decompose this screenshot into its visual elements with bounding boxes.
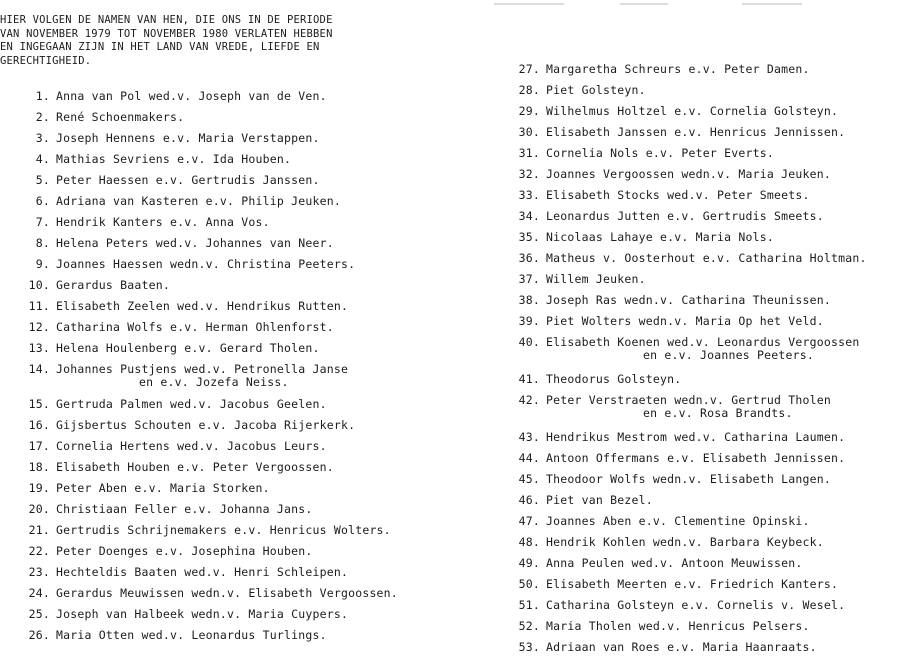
- entry-continuation: en e.v. Jozefa Neiss.: [139, 375, 289, 389]
- entry-name: Gerardus Baaten.: [56, 278, 170, 292]
- scan-mark: [620, 3, 668, 5]
- entry-name: Hendrik Kanters e.v. Anna Vos.: [56, 215, 270, 229]
- entry-name: Matheus v. Oosterhout e.v. Catharina Holtman.: [546, 251, 867, 265]
- entry-name: Peter Haessen e.v. Gertrudis Janssen.: [56, 173, 320, 187]
- list-item: [0, 279, 170, 292]
- list-item: [0, 258, 355, 271]
- entry-name: Elisabeth Koenen wed.v. Leonardus Vergoossen: [546, 335, 860, 349]
- entry-name: Gijsbertus Schouten e.v. Jacoba Rijerkerk.: [56, 418, 356, 432]
- entry-name: Elisabeth Zeelen wed.v. Hendrikus Rutten.: [56, 299, 349, 313]
- list-item: [492, 336, 859, 362]
- list-item: [0, 237, 334, 250]
- entry-name: Peter Doenges e.v. Josephina Houben.: [56, 544, 313, 558]
- entry-name: Antoon Offermans e.v. Elisabeth Jennissen.: [546, 451, 846, 465]
- entry-number: 8.: [35, 236, 50, 250]
- list-item: [492, 126, 845, 139]
- entry-number: 1.: [35, 89, 50, 103]
- entry-number: 50.: [518, 577, 540, 591]
- entry-name: Elisabeth Janssen e.v. Henricus Jennissen.: [546, 125, 846, 139]
- list-item: [492, 431, 845, 444]
- entry-number: 24.: [28, 586, 50, 600]
- entry-number: 17.: [28, 439, 50, 453]
- entry-name: Maria Otten wed.v. Leonardus Turlings.: [56, 628, 327, 642]
- entry-name: Gerardus Meuwissen wedn.v. Elisabeth Vergoossen.: [56, 586, 398, 600]
- list-item: [0, 174, 320, 187]
- list-item: [492, 620, 810, 633]
- entry-name: Gertruda Palmen wed.v. Jacobus Geelen.: [56, 397, 327, 411]
- entry-number: 34.: [518, 209, 540, 223]
- entry-number: 30.: [518, 125, 540, 139]
- scan-mark: [742, 3, 802, 5]
- entry-name: Elisabeth Houben e.v. Peter Vergoossen.: [56, 460, 334, 474]
- list-item: [0, 629, 327, 642]
- entry-number: 25.: [28, 607, 50, 621]
- entry-name: Catharina Golsteyn e.v. Cornelis v. Wesel.: [546, 598, 846, 612]
- entry-name: Joseph Ras wedn.v. Catharina Theunissen.: [546, 293, 831, 307]
- entry-name: Johannes Pustjens wed.v. Petronella Janse: [56, 362, 349, 376]
- list-item: [492, 515, 810, 528]
- entry-number: 15.: [28, 397, 50, 411]
- entry-name: René Schoenmakers.: [56, 110, 185, 124]
- list-item: [0, 566, 348, 579]
- list-item: [492, 189, 810, 202]
- list-item: [492, 599, 845, 612]
- list-item: [0, 503, 312, 516]
- list-item: [0, 545, 312, 558]
- entry-name: Piet Wolters wedn.v. Maria Op het Veld.: [546, 314, 824, 328]
- entry-number: 16.: [28, 418, 50, 432]
- list-item: [0, 608, 348, 621]
- entry-name: Adriana van Kasteren e.v. Philip Jeuken.: [56, 194, 341, 208]
- entry-number: 35.: [518, 230, 540, 244]
- list-item: [0, 524, 391, 537]
- entry-number: 14.: [28, 362, 50, 376]
- list-item: [492, 557, 802, 570]
- entry-continuation: en e.v. Rosa Brandts.: [643, 406, 793, 420]
- list-item: [492, 294, 831, 307]
- entry-name: Mathias Sevriens e.v. Ida Houben.: [56, 152, 292, 166]
- list-item: [492, 84, 646, 97]
- list-item: [0, 363, 348, 389]
- list-item: [492, 231, 774, 244]
- entry-number: 13.: [28, 341, 50, 355]
- entry-name: Hechteldis Baaten wed.v. Henri Schleipen.: [56, 565, 349, 579]
- list-item: [492, 147, 774, 160]
- entry-number: 43.: [518, 430, 540, 444]
- header-line: VAN NOVEMBER 1979 TOT NOVEMBER 1980 VERLATEN HEBBEN: [0, 27, 333, 40]
- list-item: [0, 216, 270, 229]
- entry-number: 52.: [518, 619, 540, 633]
- entry-number: 28.: [518, 83, 540, 97]
- entry-name: Anna van Pol wed.v. Joseph van de Ven.: [56, 89, 327, 103]
- list-item: [0, 587, 398, 600]
- list-item: [0, 153, 291, 166]
- list-item: [0, 195, 341, 208]
- entry-number: 7.: [35, 215, 50, 229]
- entry-number: 53.: [518, 640, 540, 654]
- list-item: [492, 168, 831, 181]
- list-item: [492, 578, 838, 591]
- entry-number: 19.: [28, 481, 50, 495]
- entry-number: 41.: [518, 372, 540, 386]
- list-item: [0, 342, 320, 355]
- entry-name: Cornelia Nols e.v. Peter Everts.: [546, 146, 774, 160]
- entry-number: 12.: [28, 320, 50, 334]
- list-item: [0, 111, 184, 124]
- entry-name: Joseph Hennens e.v. Maria Verstappen.: [56, 131, 320, 145]
- entry-number: 48.: [518, 535, 540, 549]
- entry-number: 51.: [518, 598, 540, 612]
- entry-name: Piet van Bezel.: [546, 493, 653, 507]
- entry-number: 27.: [518, 62, 540, 76]
- list-item: [492, 452, 845, 465]
- entry-name: Hendrikus Mestrom wed.v. Catharina Laumen.: [546, 430, 846, 444]
- entry-name: Leonardus Jutten e.v. Gertrudis Smeets.: [546, 209, 824, 223]
- entry-number: 32.: [518, 167, 540, 181]
- entry-name: Willem Jeuken.: [546, 272, 646, 286]
- list-item: [492, 494, 653, 507]
- header-line: HIER VOLGEN DE NAMEN VAN HEN, DIE ONS IN DE PERIODE: [0, 14, 333, 26]
- entry-name: Peter Aben e.v. Maria Storken.: [56, 481, 270, 495]
- entry-name: Wilhelmus Holtzel e.v. Cornelia Golsteyn.: [546, 104, 839, 118]
- entry-number: 26.: [28, 628, 50, 642]
- entry-number: 38.: [518, 293, 540, 307]
- entry-name: Joseph van Halbeek wedn.v. Maria Cuypers.: [56, 607, 349, 621]
- entry-number: 5.: [35, 173, 50, 187]
- entry-name: Christiaan Feller e.v. Johanna Jans.: [56, 502, 313, 516]
- header-line: GERECHTIGHEID.: [0, 54, 92, 67]
- list-item: [492, 273, 646, 286]
- list-item: [0, 419, 355, 432]
- entry-number: 46.: [518, 493, 540, 507]
- entry-name: Gertrudis Schrijnemakers e.v. Henricus Wolters.: [56, 523, 391, 537]
- entry-number: 9.: [35, 257, 50, 271]
- entry-name: Peter Verstraeten wedn.v. Gertrud Tholen: [546, 393, 831, 407]
- entry-number: 2.: [35, 110, 50, 124]
- list-item: [492, 373, 681, 386]
- entry-name: Catharina Wolfs e.v. Herman Ohlenforst.: [56, 320, 334, 334]
- page-header: [0, 14, 410, 68]
- list-item: [492, 252, 867, 265]
- entry-number: 45.: [518, 472, 540, 486]
- entry-number: 36.: [518, 251, 540, 265]
- list-item: [492, 536, 824, 549]
- entry-name: Anna Peulen wed.v. Antoon Meuwissen.: [546, 556, 803, 570]
- entry-continuation: en e.v. Joannes Peeters.: [643, 348, 814, 362]
- entry-name: Helena Houlenberg e.v. Gerard Tholen.: [56, 341, 320, 355]
- entry-number: 11.: [28, 299, 50, 313]
- entry-number: 37.: [518, 272, 540, 286]
- header-line: EN INGEGAAN ZIJN IN HET LAND VAN VREDE, LIEFDE EN: [0, 41, 320, 53]
- entry-name: Margaretha Schreurs e.v. Peter Damen.: [546, 62, 810, 76]
- entry-number: 31.: [518, 146, 540, 160]
- list-item: [492, 315, 824, 328]
- entry-number: 21.: [28, 523, 50, 537]
- entry-number: 39.: [518, 314, 540, 328]
- entry-name: Elisabeth Meerten e.v. Friedrich Kanters.: [546, 577, 839, 591]
- list-item: [0, 461, 334, 474]
- list-item: [492, 210, 824, 223]
- entry-name: Cornelia Hertens wed.v. Jacobus Leurs.: [56, 439, 327, 453]
- entry-number: 23.: [28, 565, 50, 579]
- scan-mark: [494, 3, 564, 5]
- list-item: [492, 641, 817, 654]
- entry-number: 20.: [28, 502, 50, 516]
- entry-number: 6.: [35, 194, 50, 208]
- entry-name: Theodoor Wolfs wedn.v. Elisabeth Langen.: [546, 472, 831, 486]
- entry-name: Theodorus Golsteyn.: [546, 372, 682, 386]
- entry-number: 49.: [518, 556, 540, 570]
- entry-number: 40.: [518, 335, 540, 349]
- entry-name: Nicolaas Lahaye e.v. Maria Nols.: [546, 230, 774, 244]
- entry-number: 47.: [518, 514, 540, 528]
- list-item: [492, 394, 831, 420]
- list-item: [492, 473, 831, 486]
- entry-number: 29.: [518, 104, 540, 118]
- list-item: [492, 63, 810, 76]
- entry-name: Piet Golsteyn.: [546, 83, 646, 97]
- list-item: [0, 321, 334, 334]
- list-item: [0, 90, 327, 103]
- entry-number: 44.: [518, 451, 540, 465]
- entry-number: 18.: [28, 460, 50, 474]
- entry-name: Hendrik Kohlen wedn.v. Barbara Keybeck.: [546, 535, 824, 549]
- entry-name: Joannes Vergoossen wedn.v. Maria Jeuken.: [546, 167, 831, 181]
- list-item: [0, 482, 270, 495]
- entry-number: 4.: [35, 152, 50, 166]
- entry-name: Elisabeth Stocks wed.v. Peter Smeets.: [546, 188, 810, 202]
- list-item: [0, 132, 320, 145]
- entry-name: Helena Peters wed.v. Johannes van Neer.: [56, 236, 334, 250]
- entry-number: 33.: [518, 188, 540, 202]
- list-item: [0, 440, 327, 453]
- entry-name: Joannes Haessen wedn.v. Christina Peeters.: [56, 257, 356, 271]
- list-item: [0, 300, 348, 313]
- list-item: [0, 398, 327, 411]
- entry-number: 3.: [35, 131, 50, 145]
- list-item: [492, 105, 838, 118]
- entry-number: 42.: [518, 393, 540, 407]
- entry-number: 22.: [28, 544, 50, 558]
- entry-name: Adriaan van Roes e.v. Maria Haanraats.: [546, 640, 817, 654]
- entry-name: Joannes Aben e.v. Clementine Opinski.: [546, 514, 810, 528]
- entry-name: Maria Tholen wed.v. Henricus Pelsers.: [546, 619, 810, 633]
- entry-number: 10.: [28, 278, 50, 292]
